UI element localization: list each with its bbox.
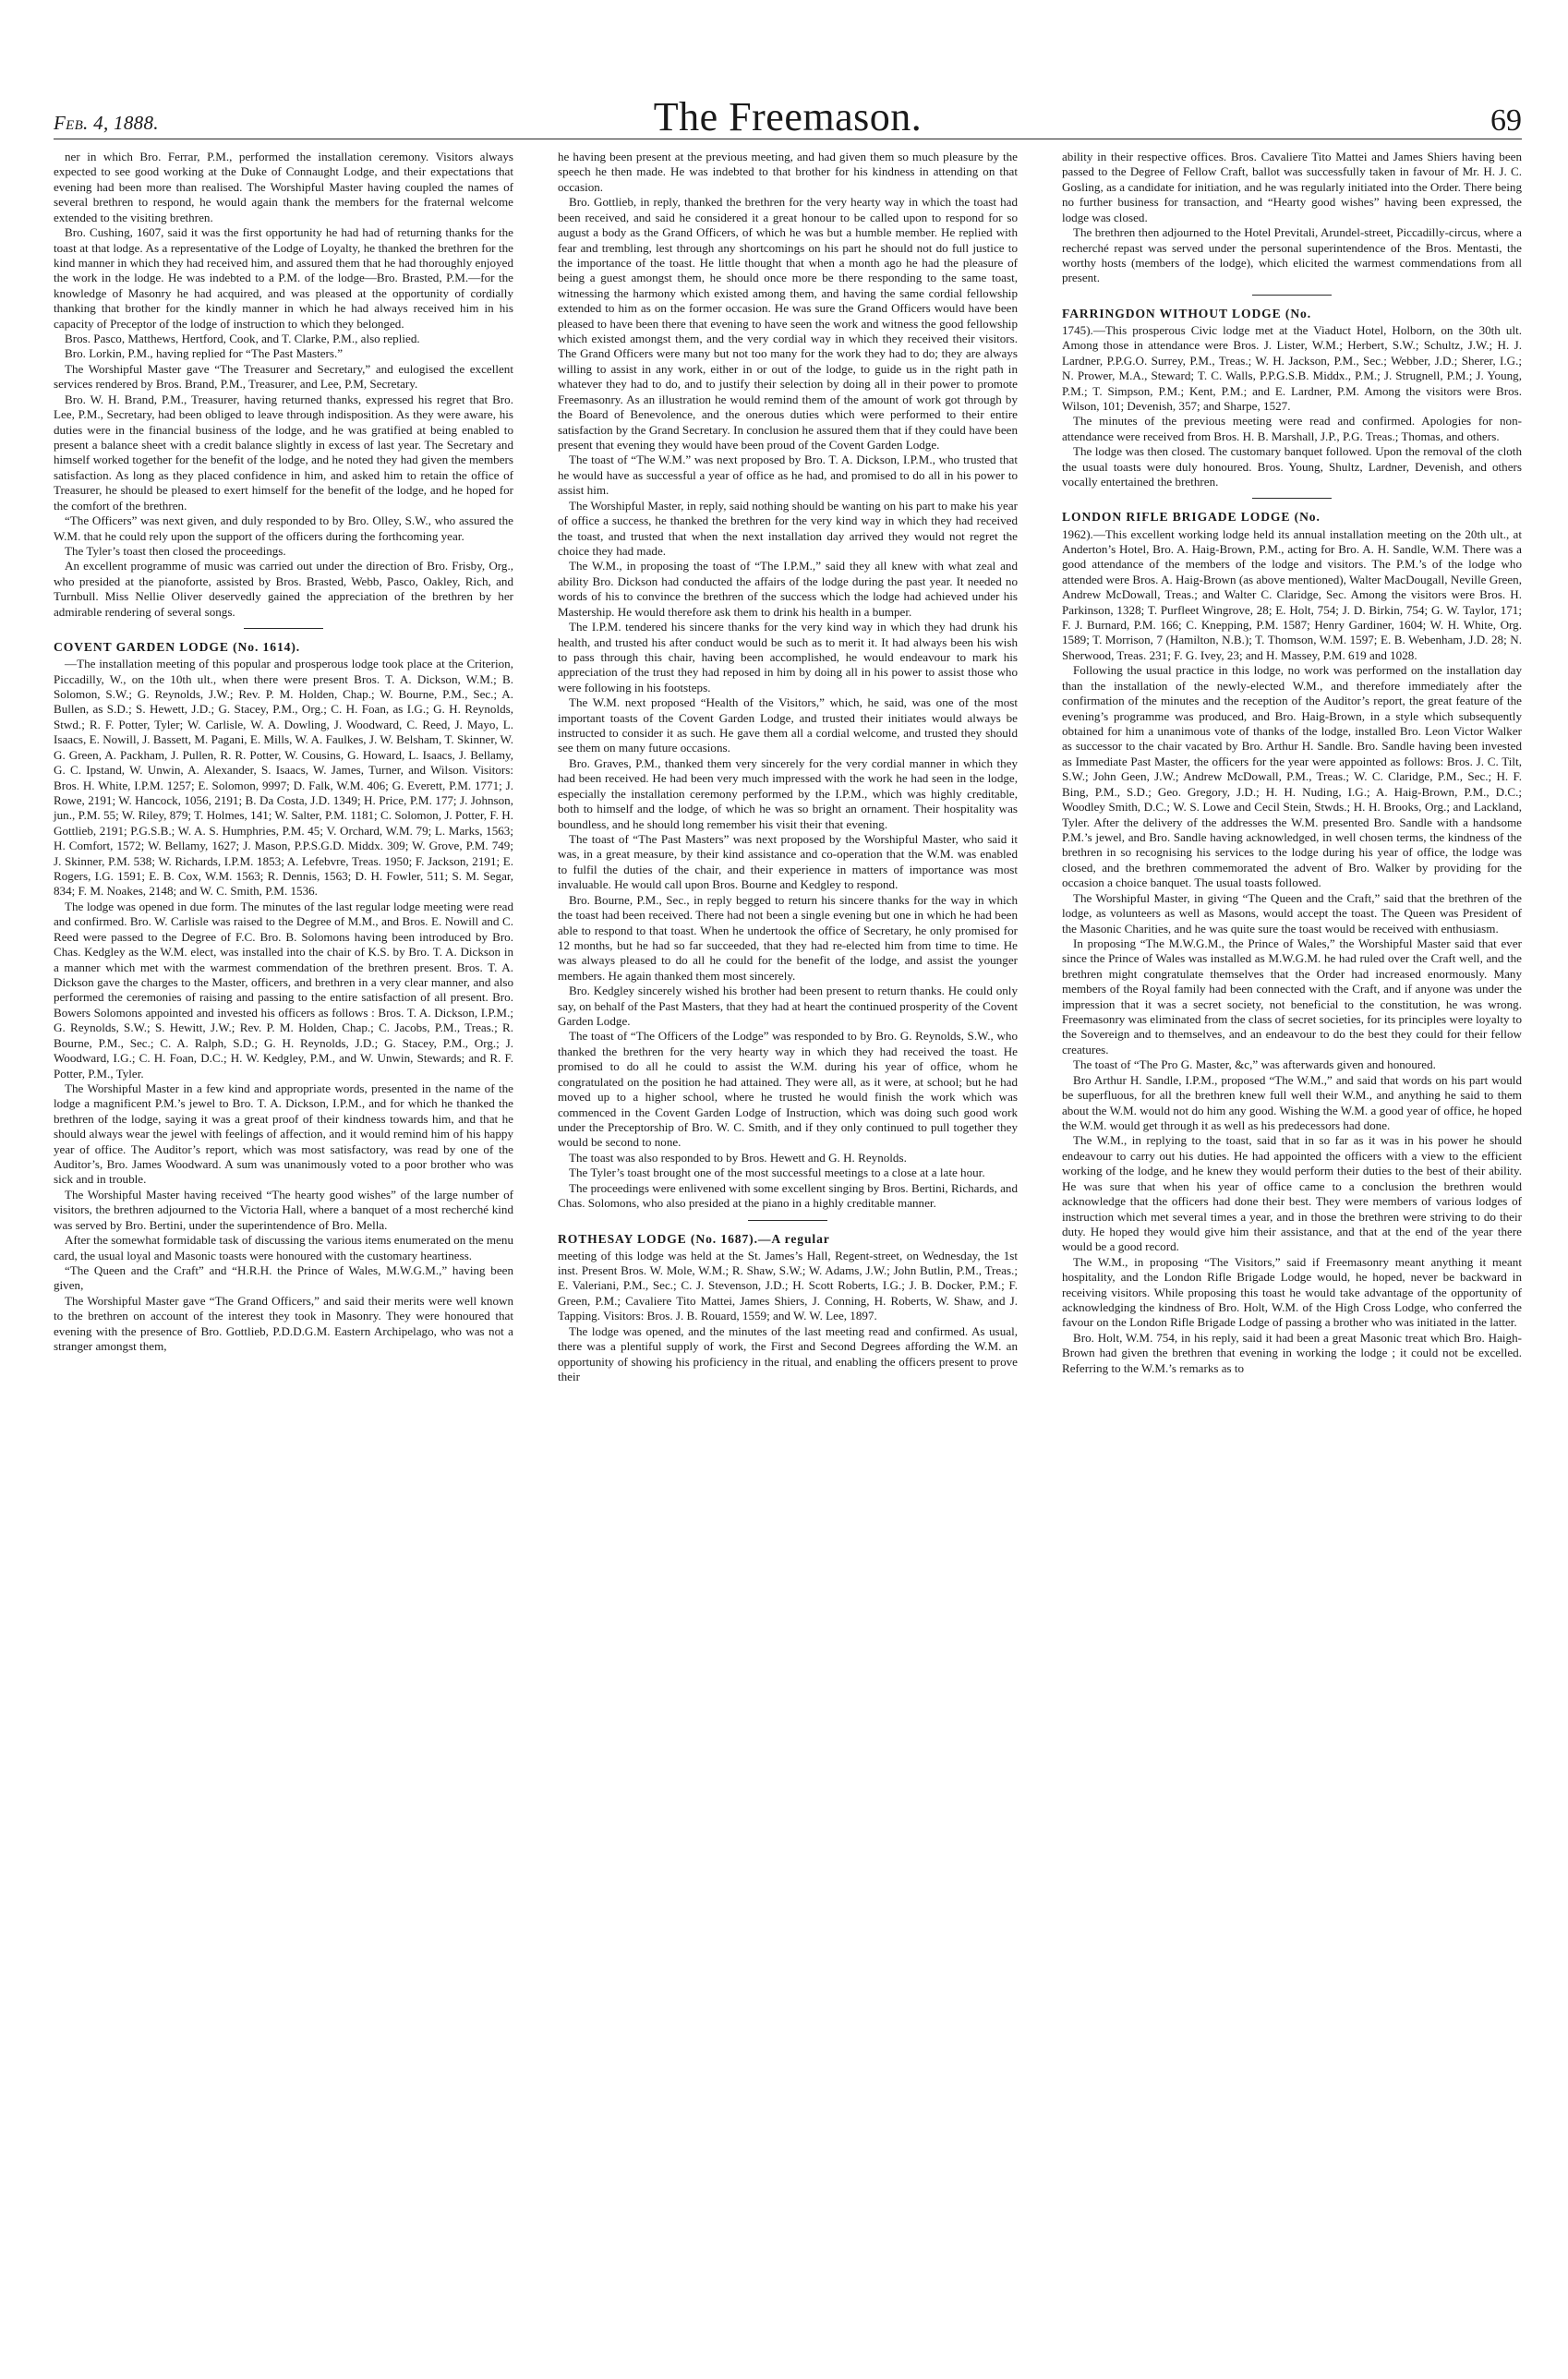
paragraph: ner in which Bro. Ferrar, P.M., performed the installation ceremony. Visitors always expected to see good working at the Duke of Connaught Lodge, and their expectations that evening had been more than realised. The Worshipful Master having coupled the names of several brethren to respond, he would again thank the members for the fraternal welcome extended to the visiting brethren.	[54, 150, 513, 224]
paragraph: The toast of “The Officers of the Lodge” was responded to by Bro. G. Reynolds, S.W., who thanked the brethren for the very hearty way in which they had received the toast. He promised to do all he could to assist the W.M. during his year of office, whom he congratulated on the position he had attained. They were all, as it were, at school; but he had moved up to a higher school, where he trusted he would finish the work which was commenced in the Covent Garden Lodge of Instruction, which was doing such good work under the Preceptorship of Bro. W. C. Smith, and if they only continued to pull together they would be second to none.	[558, 1029, 1018, 1150]
paragraph: he having been present at the previous meeting, and had given them so much pleasure by the speech he then made. He was indebted to that brother for his kindness in attending on that occasion.	[558, 150, 1018, 194]
lodge-heading: COVENT GARDEN LODGE (No. 1614).	[54, 640, 301, 655]
paragraph: The Tyler’s toast brought one of the most successful meetings to a close at a late hour.	[569, 1165, 985, 1180]
paragraph: “The Queen and the Craft” and “H.R.H. the Prince of Wales, M.W.G.M.,” having been given,	[54, 1263, 513, 1293]
paragraph: Bro. Holt, W.M. 754, in his reply, said it had been a great Masonic treat which Bro. Haigh-Brown had given the brethren that evening in working the lodge ; it could not be excelled. Referring to the W.M.’s remarks as to	[1062, 1330, 1522, 1375]
paragraph: Bro Arthur H. Sandle, I.P.M., proposed “The W.M.,” and said that words on his part would be superfluous, for all the brethren knew full well their W.M., and anything he said to them about the W.M. would not do him any good. Wishing the W.M. a good year of office, he hoped the W.M. would get through it as well as his predecessors had done.	[1062, 1072, 1522, 1132]
column-gutter-1	[513, 150, 558, 2348]
lodge-heading: FARRINGDON WITHOUT LODGE (No.	[1062, 306, 1312, 320]
publication-title: The Freemason.	[653, 94, 923, 139]
paragraph: meeting of this lodge was held at the St. James’s Hall, Regent-street, on Wednesday, the 1st inst. Present Bros. W. Mole, W.M.; R. Shaw, S.W.; W. Adams, J.W.; John Butlin, P.M., Treas.; E. Valeriani, P.M., Sec.; C. J. Stevenson, J.D.; H. Scott Roberts, I.G.; J. B. Docker, P.M.; F. Green, P.M.; Cavaliere Tito Mattei, James Shiers, J. Conning, H. Roberts, W. Shaw, and J. Tapping. Visitors: Bros. J. B. Rouard, 1559; and W. W. Lee, 1897.	[558, 1248, 1018, 1323]
paragraph: The Worshipful Master, in reply, said nothing should be wanting on his part to make his year of office a success, he thanked the brethren for the very kind way in which they had received the toast, and trusted that when the next installation day arrived they would not regret the choice they had made.	[558, 498, 1018, 558]
paragraph: Bro. W. H. Brand, P.M., Treasurer, having returned thanks, expressed his regret that Bro. Lee, P.M., Secretary, had been obliged to leave through indisposition. As they were aware, his duties were in the financial business of the lodge, and he was gratified at being enabled to present a balance sheet with a credit balance slightly in excess of last year. The Secretary and himself worked together for the benefit of the lodge, and he noted they had given the members satisfaction. As long as they placed confidence in him, and asked him to retain the office of Treasurer, he should be pleased to exert himself for the benefit of the lodge, and he hoped for the comfort of the brethren.	[54, 392, 513, 513]
section-divider	[1252, 498, 1332, 499]
paragraph: The Worshipful Master in a few kind and appropriate words, presented in the name of the lodge a magnificent P.M.’s jewel to Bro. T. A. Dickson, I.P.M., and for which he thanked the brethren of the lodge, saying it was a great proof of their kindness towards him, and that he should always wear the jewel with feelings of affection, and it would remind him of his happy year of office. The Auditor’s report, which was most satisfactory, was read by one of the Auditor’s, Bro. James Woodward. A sum was unanimously voted to a poor brother who was sick and in trouble.	[54, 1081, 513, 1187]
section-divider	[1252, 295, 1332, 296]
paragraph: The brethren then adjourned to the Hotel Previtali, Arundel-street, Piccadilly-circus, where a recherché repast was served under the personal superintendence of the Bros. Mentasti, the worthy hosts (members of the lodge), which elicited the warmest commendations from all present.	[1062, 225, 1522, 285]
paragraph: Bro. Kedgley sincerely wished his brother had been present to return thanks. He could only say, on behalf of the Past Masters, that they had at heart the continued prosperity of the Covent Garden Lodge.	[558, 984, 1018, 1029]
paragraph: The toast of “The Past Masters” was next proposed by the Worshipful Master, who said it was, in a great measure, by their kind assistance and co-operation that the W.M. was enabled to fulfil the duties of the chair, and their experience in matters of importance was most invaluable. He would call upon Bros. Bourne and Kedgley to respond.	[558, 831, 1018, 892]
paragraph: Bro. Cushing, 1607, said it was the first opportunity he had had of returning thanks for the toast at that lodge. As a representative of the Lodge of Loyalty, he thanked the brethren for the kind manner in which they had received him, and assured them that he had thoroughly enjoyed the work in the lodge. He was indebted to a P.M. of the lodge—Bro. Brasted, P.M.—for the knowledge of Masonry he had acquired, and was pleased at the opportunity of cordially thanking that brother for the kindly manner in which he had always received him in his capacity of Preceptor of the lodge of instruction to which they belonged.	[54, 225, 513, 331]
paragraph: The toast of “The Pro G. Master, &c,” was afterwards given and honoured.	[1073, 1057, 1436, 1072]
paragraph: 1745).—This prosperous Civic lodge met at the Viaduct Hotel, Holborn, on the 30th ult. Among those in attendance were Bros. J. Lister, W.M.; Herbert, S.W.; Schultz, J.W.; H. J. Lardner, P.P.G.O. Surrey, P.M., Treas.; W. H. Jackson, P.M., Sec.; Webber, J.D.; Sherer, I.G.; N. Prower, M.A., Steward; T. C. Walls, P.P.G.S.B. Middx., P.M.; J. Strugnell, P.M.; J. Young, P.M.; T. Simpson, P.M.; Kent, P.M.; and E. Lardner, P.M. Among the visitors were Bros. Wilson, 101; Devenish, 357; and Sharpe, 1527.	[1062, 322, 1522, 413]
paragraph: The Worshipful Master having received “The hearty good wishes” of the large number of visitors, the brethren adjourned to the Victoria Hall, where a banquet of a most recherché kind was served by Bro. Bertini, under the superintendence of Bro. Mella.	[54, 1187, 513, 1232]
issue-date: Feb. 4, 1888.	[54, 112, 159, 134]
paragraph: The Worshipful Master, in giving “The Queen and the Craft,” said that the brethren of the lodge, as volunteers as well as Masons, would accept the toast. The Queen was President of the Masonic Charities, and he was quite sure the toast would be received with enthusiasm.	[1062, 890, 1522, 936]
paragraph: “The Officers” was next given, and duly responded to by Bro. Olley, S.W., who assured the W.M. that he could rely upon the support of the officers during the forthcoming year.	[54, 513, 513, 543]
paragraph: ability in their respective offices. Bros. Cavaliere Tito Mattei and James Shiers having been passed to the Degree of Fellow Craft, ballot was successfully taken in favour of Mr. H. J. C. Gosling, as a candidate for initiation, and he was regularly initiated into the Order. There being no further business for transaction, and “Hearty good wishes” having been expressed, the lodge was closed.	[1062, 150, 1522, 224]
paragraph: In proposing “The M.W.G.M., the Prince of Wales,” the Worshipful Master said that ever since the Prince of Wales was installed as M.W.G.M. he had ruled over the Craft well, and the brethren might congratulate themselves that the Order had increased enormously. Many members of the Royal family had been connected with the Craft, and if anyone was under the impression that it was a secret society, not beneficial to the constitution, he was wrong. Freemasonry was eliminated from the class of secret societies, for its principles were loyalty to the Sovereign and to themselves, and an endeavour to do the best they could for their fellow creatures.	[1062, 936, 1522, 1057]
paragraph: After the somewhat formidable task of discussing the various items enumerated on the menu card, the usual loyal and Masonic toasts were honoured with the customary heartiness.	[54, 1233, 513, 1262]
paragraph: Bro. Lorkin, P.M., having replied for “The Past Masters.”	[65, 346, 344, 361]
section-divider	[244, 628, 323, 629]
lodge-heading: LONDON RIFLE BRIGADE LODGE (No.	[1062, 510, 1321, 525]
paragraph: The minutes of the previous meeting were read and confirmed. Apologies for non-attendance were received from Bros. H. B. Marshall, J.P., P.G. Treas.; Thomas, and others.	[1062, 414, 1522, 443]
paragraph: The W.M. next proposed “Health of the Visitors,” which, he said, was one of the most important toasts of the Covent Garden Lodge, and trusted their initiates would always be instructed to consider it as such. He gave them all a cordial welcome, and trusted they should see them on many future occasions.	[558, 695, 1018, 755]
paragraph: The W.M., in proposing the toast of “The I.P.M.,” said they all knew with what zeal and ability Bro. Dickson had conducted the affairs of the lodge during the past year. It needed no words of his to convince the brethren of the success which the lodge had achieved under his Mastership. He would therefore ask them to drink his health in a bumper.	[558, 559, 1018, 619]
column-gutter-2	[1018, 150, 1062, 2348]
paragraph: The lodge was opened, and the minutes of the last meeting read and confirmed. As usual, there was a plentiful supply of work, the First and Second Degrees affording the W.M. an opportunity of showing his proficiency in the ritual, and enabling the officers present to prove their	[558, 1323, 1018, 1383]
paragraph: The toast of “The W.M.” was next proposed by Bro. T. A. Dickson, I.P.M., who trusted that he would have as successful a year of office as he had, and promised to do all in his power to assist him.	[558, 453, 1018, 498]
paragraph: —The installation meeting of this popular and prosperous lodge took place at the Criterion, Piccadilly, W., on the 10th ult., when there were present Bros. T. A. Dickson, W.M.; B. Solomon, S.W.; G. Reynolds, J.W.; Rev. P. M. Holden, Chap.; W. Bourne, P.M., Sec.; A. Bullen, as S.D.; S. Hewett, J.D.; G. Stacey, P.M., Org.; C. H. Foan, as I.G.; G. H. Reynolds, Stwd.; R. F. Potter, Tyler; W. Carlisle, W. A. Dowling, J. Woodward, C. Reed, J. Mayo, L. Isaacs, E. Nowill, J. Bassett, M. Pagani, E. Mills, W. A. Faulkes, J. W. Belsham, T. Skinner, W. G. Green, A. Packham, J. Pullen, R. R. Potter, W. Cousins, G. Howard, L. Isaacs, J. Bellamy, G. C. Ipstand, W. Unwin, A. Alexander, S. Isaacs, W. James, Turner, and Wilson. Visitors: Bros. H. White, I.P.M. 1257; E. Solomon, 9997; D. Falk, W.M. 406; G. Everett, P.M. 1771; J. Rowe, 2191; W. Hancock, 1056, 2191; B. Da Costa, J.D. 1349; H. Price, P.M. 177; J. Johnson, jun., P.M. 55; W. Riley, 879; T. Holmes, 141; W. Salter, P.M. 1181; C. Solomon, J. Potter, F. H. Gottlieb, 2191; P.G.S.B.; W. A. S. Humphries, P.M. 45; V. Orchard, W.M. 79; L. Marks, 1563; H. Comfort, 1572; W. Bellamy, 1627; J. Mason, P.P.S.G.D. Middx. 309; W. Grove, P.M. 749; J. Skinner, P.M. 538; W. Richards, I.P.M. 1853; A. Lefebvre, Treas. 1950; F. Jackson, 2191; E. Rogers, I.G. 1591; E. B. Cox, W.M. 1563; R. Dennis, 1563; D. H. Fowler, 511; S. M. Segar, 834; F. M. Noakes, 2148; and W. C. Smith, P.M. 1536.	[54, 657, 513, 899]
paragraph: The W.M., in proposing “The Visitors,” said if Freemasonry meant anything it meant hospitality, and the London Rifle Brigade Lodge would, he hoped, never be backward in receiving visitors. While proposing this toast he would take advantage of the opportunity of acknowledging the kindness of Bro. Holt, W.M. of the High Cross Lodge, who conferred the favour on the London Rifle Brigade Lodge of passing a brother who was initiated in the latter.	[1062, 1254, 1522, 1330]
paragraph: The Tyler’s toast then closed the proceedings.	[65, 543, 286, 558]
paragraph: The proceedings were enlivened with some excellent singing by Bros. Bertini, Richards, and Chas. Solomons, who also presided at the piano in a highly creditable manner.	[558, 1180, 1018, 1211]
paragraph: The Worshipful Master gave “The Grand Officers,” and said their merits were well known to the brethren on account of the interest they took in Masonry. They were honoured that evening with the presence of Bro. Gottlieb, P.D.D.G.M. Eastern Archipelago, who was not a stranger amongst them,	[54, 1293, 513, 1354]
paragraph: An excellent programme of music was carried out under the direction of Bro. Frisby, Org., who presided at the pianoforte, assisted by Bros. Brasted, Webb, Pasco, Oakley, Rich, and Turnbull. Miss Nellie Oliver deservedly gained the appreciation of the brethren by her admirable rendering of several songs.	[54, 559, 513, 619]
masthead	[54, 89, 1522, 139]
paragraph: The lodge was then closed. The customary banquet followed. Upon the removal of the cloth the usual toasts were duly honoured. Bros. Young, Shultz, Lardner, Devenish, and others vocally entertained the brethren.	[1062, 444, 1522, 489]
text-column-3	[1062, 150, 1522, 2348]
paragraph: Bro. Bourne, P.M., Sec., in reply begged to return his sincere thanks for the way in which the toast had been received. There had not been a single evening but one in which he had been able to respond to that toast. When he undertook the office of Secretary, he only promised for 12 months, but he had so far succeeded, that they had re-elected him from time to time. He was always pleased to do all he could for the benefit of the lodge, and assist the younger members. He again thanked them most sincerely.	[558, 892, 1018, 983]
section-divider	[748, 1220, 827, 1221]
text-column-2	[558, 150, 1018, 2348]
text-column-1	[54, 150, 513, 2348]
paragraph: The Worshipful Master gave “The Treasurer and Secretary,” and eulogised the excellent services rendered by Bros. Brand, P.M., Treasurer, and Lee, P.M, Secretary.	[54, 361, 513, 392]
paragraph: The I.P.M. tendered his sincere thanks for the very kind way in which they had drunk his health, and trusted his after conduct would be such as to merit it. It had always been his wish to pass through this chair, having been accomplished, he would endeavour to mark his appreciation of the trust they had reposed in him by doing all in his power to assist those who were following in his footsteps.	[558, 620, 1018, 694]
paragraph: Bro. Gottlieb, in reply, thanked the brethren for the very hearty way in which the toast had been received, and said he considered it a great honour to be called upon to respond for so august a body as the Grand Officers, of which he was but a humble member. He replied with fear and trembling, lest through any shortcomings on his part he should not do full justice to the importance of the toast. He little thought that when a month ago he had the pleasure of being a guest amongst them, he should once more be there responding to the same toast, witnessing the harmony which existed among them, and having the same cordial fellowship extended to him as on the former occasion. He was sure the Grand Officers would have been pleased to have been there that evening to have seen the work and witness the good fellowship which existed amongst them, and the very cordial way in which they received their visitors. The Grand Officers were many but not too many for the work they had to do; they are always willing to assist in any work, either in or out of the lodge, to guide us in the right path in whatever they had to do, and to justify their selection by doing all in their power to promote Freemasonry. As an illustration he would remind them of the amount of work got through by the Board of Benevolence, and the onerous duties which were performed to their entire satisfaction by the Grand Secretary. In conclusion he assured them that if they could have been present that evening they would have been proud of the Covent Garden Lodge.	[558, 195, 1018, 453]
paragraph: Following the usual practice in this lodge, no work was performed on the installation day than the installation of the newly-elected W.M., and therefore immediately after the confirmation of the minutes and the reception of the Auditor’s report, the great feature of the evening’s programme was produced, and Bro. Haig-Brown, in a style which subsequently obtained for him a unanimous vote of thanks of the lodge, installed Bro. Leon Victor Walker as successor to the chair vacated by Bro. Arthur H. Sandle. Bro. Sandle having been invested as Immediate Past Master, the officers for the year were appointed as follows: Bros. J. C. Tilt, S.W.; John Geen, J.W.; Andrew McDowall, P.M., Treas.; W. C. Claridge, P.M., Sec.; H. F. Bing, P.M., S.D.; Geo. Gregory, J.D.; H. H. Nuding, I.G.; A. Haig-Brown, P.M., D.C.; Woodley Smith, D.C.; W. S. Lowe and Cecil Stein, Stwds.; H. H. Brooks, Org.; and Lackland, Tyler. After the delivery of the addresses the W.M. presented Bro. Sandle with a handsome P.M.’s jewel, and Bro. Sandle having acknowledged, in well chosen terms, the kindness of the brethren in so recognising his services to the lodge during his year of office, the lodge was closed, and the brethren commemorated the advent of Bro. Walker by providing for the occasion a choice banquet. The usual toasts followed.	[1062, 663, 1522, 890]
paragraph: Bros. Pasco, Matthews, Hertford, Cook, and T. Clarke, P.M., also replied.	[65, 332, 420, 346]
paragraph: The toast was also responded to by Bros. Hewett and G. H. Reynolds.	[569, 1150, 907, 1165]
page-number: 69	[1490, 103, 1522, 138]
article-columns	[54, 150, 1522, 2348]
paragraph: 1962).—This excellent working lodge held its annual installation meeting on the 20th ult., at Anderton’s Hotel, Bro. A. Haig-Brown, P.M., acting for Bro. A. H. Sandle, W.M. There was a good attendance of the members of the lodge and visitors. The P.M.’s of the lodge who attended were Bros. A. Haig-Brown (as above mentioned), Walter MacDougall, Neville Green, Andrew McDowall, Treas.; and Walter C. Claridge, Sec. Among the visitors were Bros. H. Parkinson, 1328; T. Purfleet Wingrove, 28; E. Holt, 754; J. D. Birkin, 754; G. W. Taylor, 171; F. J. Burnard, P.M. 166; C. Knepping, P.M. 1587; Henry Gardiner, 1604; W. H. White, Org. 1589; T. Morrison, 7 (Hamilton, N.B.); T. Thomson, W.M. 1597; E. B. Webenham, J.D. 28; N. Sherwood, Treas. 231; F. G. Ivey, 23; and H. Massey, P.M. 619 and 1028.	[1062, 526, 1522, 662]
paragraph: The W.M., in replying to the toast, said that in so far as it was in his power he should endeavour to carry out his duties. He had appointed the officers with a view to the efficient working of the lodge, and he knew they would perform their duties to the best of their ability. He was sure that when his year of office came to a conclusion the brethren would acknowledge that the officers had done their best. They were members of various lodges of instruction which met several times a year, and in those the brethren were striving to do their duty. He hoped they would give him their assistance, and that at the end of the year there would be a good record.	[1062, 1133, 1522, 1254]
paragraph: Bro. Graves, P.M., thanked them very sincerely for the very cordial manner in which they had been received. He had been very much impressed with the work he had seen in the lodge, especially the installation ceremony performed by the I.P.M., which was highly creditable, both to himself and the lodge, of which he was so bright an ornament. Their hospitality was boundless, and he should long remember his visit their that evening.	[558, 755, 1018, 831]
lodge-heading: ROTHESAY LODGE (No. 1687).—A regular	[558, 1231, 830, 1246]
paragraph: The lodge was opened in due form. The minutes of the last regular lodge meeting were read and confirmed. Bro. W. Carlisle was raised to the Degree of M.M., and Bros. E. Nowill and C. Reed were passed to the Degree of F.C. Bro. B. Solomons having been introduced by Bro. Chas. Kedgley as the W.M. elect, was installed into the chair of K.S. by Bro. T. A. Dickson in a manner which met with the warmest commendation of the brethren present. Bros. T. A. Dickson gave the charges to the Master, officers, and brethren in a very clear manner, and also performed the ceremonies of raising and passing to the entire satisfaction of all present. Bro. Bowers Solomons appointed and invested his officers as follows : Bros. T. A. Dickson, I.P.M.; G. Reynolds, S.W.; S. Hewitt, J.W.; Rev. P. M. Holden, Chap.; C. Jacobs, P.M., Treas.; R. Bourne, P.M., Sec.; C. A. Ralph, S.D.; G. H. Reynolds, J.D.; G. Stacey, P.M., Org.; J. Woodward, I.G.; C. H. Foan, D.C.; H. W. Kedgley, P.M., and W. Unwin, Stewards; and R. F. Potter, P.M., Tyler.	[54, 899, 513, 1081]
